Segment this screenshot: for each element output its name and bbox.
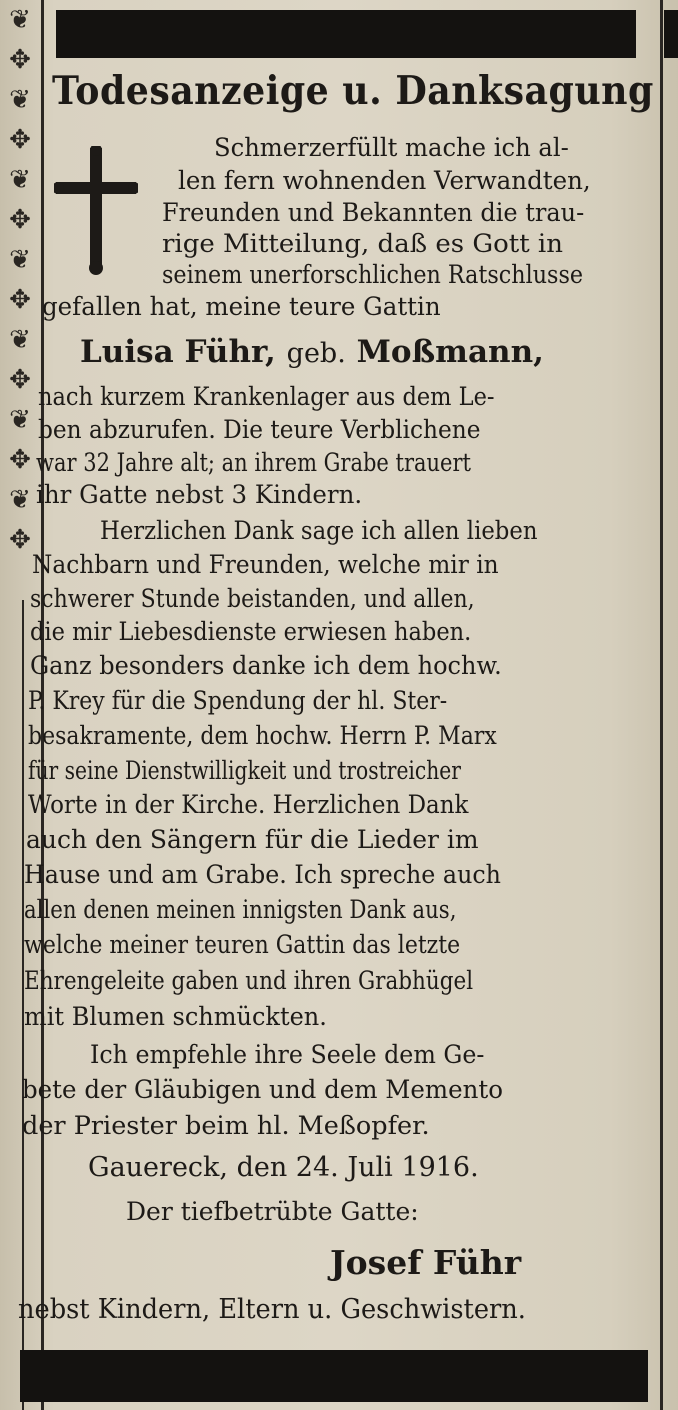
body-line: Ich empfehle ihre Seele dem Ge- (90, 1040, 485, 1069)
notice-title: Todesanzeige u. Danksagung (52, 68, 654, 114)
body-line: ben abzurufen. Die teure Verblichene (38, 415, 481, 444)
body-line: mit Blumen schmückten. (24, 1002, 327, 1031)
body-line: war 32 Jahre alt; an ihrem Grabe trauert (36, 448, 471, 477)
intro-line: Schmerzerfüllt mache ich al- (214, 133, 569, 162)
deceased-name (80, 334, 544, 370)
signer-name: Josef Führ (330, 1243, 522, 1282)
closing-family: nebst Kindern, Eltern u. Geschwistern. (18, 1294, 526, 1325)
intro-line: Freunden und Bekannten die trau- (162, 198, 585, 227)
birth-name: Moßmann, (356, 334, 544, 370)
body-line: der Priester beim hl. Meßopfer. (22, 1111, 430, 1140)
body-line: Hause und am Grabe. Ich spreche auch (24, 860, 501, 889)
intro-line: seinem unerforschlichen Ratschlusse (162, 260, 584, 289)
place-date: Gauereck, den 24. Juli 1916. (88, 1152, 479, 1183)
body-line: ihr Gatte nebst 3 Kindern. (36, 480, 363, 509)
intro-line: rige Mitteilung, daß es Gott in (162, 229, 563, 258)
body-line: für seine Dienstwilligkeit und trostreicher (28, 756, 461, 785)
closing-label: Der tiefbetrübte Gatte: (126, 1197, 419, 1226)
body-line: schwerer Stunde beistanden, und allen, (30, 584, 475, 613)
intro-line: gefallen hat, meine teure Gattin (42, 292, 441, 321)
birth-label: geb. (286, 338, 346, 369)
top-black-bar (56, 10, 636, 58)
body-line: Nachbarn und Freunden, welche mir in (32, 550, 499, 579)
intro-line: len fern wohnenden Verwandten, (178, 166, 591, 195)
body-line: Herzlichen Dank sage ich allen lieben (100, 516, 538, 545)
neighbor-black-bar (664, 10, 678, 58)
bottom-black-bar (20, 1350, 648, 1402)
decorative-border: ❦ ✥ ❦ ✥ ❦ ✥ ❦ ✥ ❦ ✥ ❦ ✥ ❦ ✥ (9, 5, 31, 555)
body-line: die mir Liebesdienste erwiesen haben. (30, 617, 472, 646)
deceased-first-name: Luisa Führ, (80, 334, 276, 370)
body-line: bete der Gläubigen und dem Memento (22, 1075, 503, 1104)
body-line: welche meiner teuren Gattin das letzte (24, 930, 461, 959)
cross-icon (54, 146, 138, 276)
body-line: besakramente, dem hochw. Herrn P. Marx (28, 721, 497, 750)
body-line: P. Krey für die Spendung der hl. Ster- (28, 686, 448, 715)
body-line: nach kurzem Krankenlager aus dem Le- (38, 382, 495, 411)
body-line: Ehrengeleite gaben und ihren Grabhügel (24, 966, 474, 995)
column-rule-right (660, 0, 663, 1410)
body-line: auch den Sängern für die Lieder im (26, 825, 479, 854)
body-line: allen denen meinen innigsten Dank aus, (24, 895, 457, 924)
body-line: Worte in der Kirche. Herzlichen Dank (28, 790, 469, 819)
body-line: Ganz besonders danke ich dem hochw. (30, 651, 502, 680)
